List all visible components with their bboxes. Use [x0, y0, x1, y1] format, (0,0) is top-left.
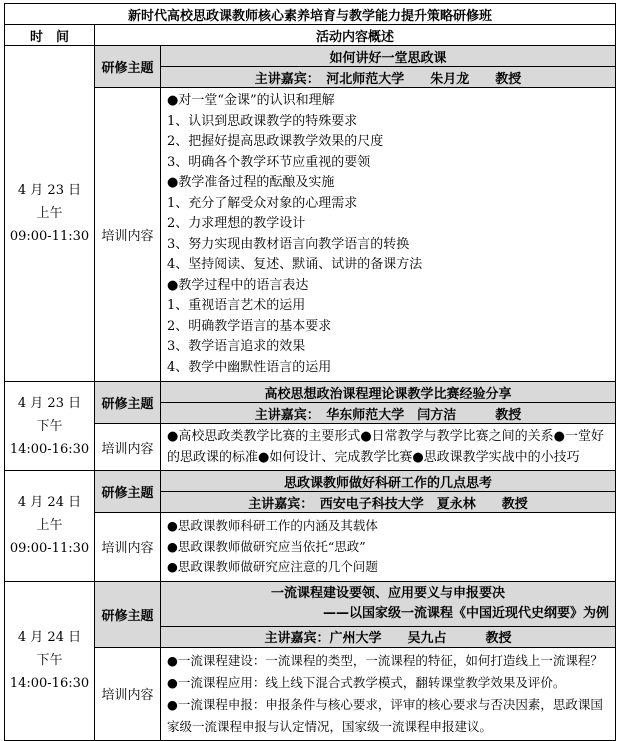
session-3-time — [5, 471, 95, 582]
session-speaker: 主讲嘉宾： 西安电子科技大学 夏永林 教授 — [161, 492, 616, 513]
session-hours: 14:00-16:30 — [9, 441, 90, 457]
page-title: 新时代高校思政课教师核心素养培育与教学能力提升策略研修班 — [5, 4, 616, 25]
session-hours: 09:00-11:30 — [9, 541, 90, 557]
session-topic — [161, 581, 616, 626]
session-speaker: 主讲嘉宾：广州大学 吴九占 教授 — [161, 626, 616, 647]
session-content — [161, 88, 616, 382]
content-label: 培训内容 — [95, 647, 161, 740]
content-paragraph: ●一流课程应用：线上线下混合式教学模式，翻转课堂教学效果及评价。 — [167, 674, 566, 690]
session-speaker: 主讲嘉宾： 河北师范大学 朱月龙 教授 — [161, 67, 616, 88]
session-period: 下午 — [36, 653, 63, 668]
session-content — [161, 647, 616, 740]
session-topic: 高校思想政治课程理论课教学比赛经验分享 — [161, 382, 616, 403]
session-hours: 09:00-11:30 — [9, 229, 90, 244]
content-label: 培训内容 — [95, 88, 161, 382]
content-line: 1、重视语言艺术的运用 — [167, 298, 306, 313]
session-date: 4 月 24 日 — [17, 630, 82, 645]
content-line: 3、努力实现由教材语言向教学语言的转换 — [167, 236, 410, 252]
content-label: 培训内容 — [95, 513, 161, 582]
topic-line: ——以国家级一流课程《中国近现代史纲要》为例 — [322, 605, 609, 621]
content-line: ●思政课教师科研工作的内涵及其载体 — [167, 518, 378, 533]
session-date: 4 月 23 日 — [17, 183, 82, 198]
content-line: ●教学过程中的语言表达 — [167, 277, 309, 293]
session-topic: 思政课教师做好科研工作的几点思考 — [161, 471, 616, 492]
content-paragraph: ●一流课程申报：申报条件与核心要求，评审的核心要求与否决因素，思政课国家级一流课程申报与认定情况，国家级一流课程申报建议。 — [167, 696, 603, 734]
header-content: 活动内容概述 — [95, 25, 616, 46]
session-speaker: 主讲嘉宾： 华东师范大学 闫方洁 教授 — [161, 403, 616, 424]
schedule-table — [4, 3, 616, 741]
content-line: ●对一堂“金课”的认识和理解 — [167, 93, 335, 108]
session-content: ●高校思政类教学比赛的主要形式●日常教学与教学比赛之间的关系●一堂好的思政课的标准●如何设计、完成教学比赛●思政课教学实战中的小技巧 — [161, 424, 616, 471]
content-paragraph: ●一流课程建设：一流课程的类型，一流课程的特征，如何打造线上一流课程？ — [167, 652, 603, 668]
theme-label: 研修主题 — [95, 471, 161, 513]
session-date: 4 月 24 日 — [17, 495, 82, 511]
content-line: ●思政课教师做研究应注意的几个问题 — [167, 559, 378, 574]
content-line: 2、明确教学语言的基本要求 — [167, 318, 332, 334]
content-line: 1、充分了解受众对象的心理需求 — [167, 195, 358, 211]
content-line: 2、力求理想的教学设计 — [167, 216, 306, 231]
topic-line: 一流课程建设要领、应用要义与申报要决 — [270, 585, 505, 601]
session-period: 上午 — [36, 206, 63, 221]
session-date: 4 月 23 日 — [17, 395, 82, 411]
theme-label: 研修主题 — [95, 581, 161, 647]
content-line: 2、把握好提高思政课教学效果的尺度 — [167, 134, 384, 149]
session-topic: 如何讲好一堂思政课 — [161, 46, 616, 67]
session-2-time — [5, 382, 95, 471]
session-1-time — [5, 46, 95, 382]
content-line: 4、教学中幽默性语言的运用 — [167, 359, 332, 375]
content-line: ●思政课教师做研究应当依托“思政” — [167, 538, 366, 554]
content-label: 培训内容 — [95, 424, 161, 471]
theme-label: 研修主题 — [95, 382, 161, 424]
session-period: 上午 — [36, 518, 63, 534]
session-content — [161, 513, 616, 582]
session-4-time — [5, 581, 95, 740]
session-hours: 14:00-16:30 — [9, 676, 90, 691]
session-period: 下午 — [36, 418, 63, 434]
header-time: 时 间 — [5, 25, 95, 46]
content-line: 3、教学语言追求的效果 — [167, 339, 306, 354]
theme-label: 研修主题 — [95, 46, 161, 88]
content-line: 3、明确各个教学环节应重视的要领 — [167, 154, 371, 170]
content-line: 4、坚持阅读、复述、默诵、试讲的备课方法 — [167, 257, 423, 272]
content-line: 1、认识到思政课教学的特殊要求 — [167, 113, 358, 129]
content-line: ●教学准备过程的酝酿及实施 — [167, 175, 335, 190]
